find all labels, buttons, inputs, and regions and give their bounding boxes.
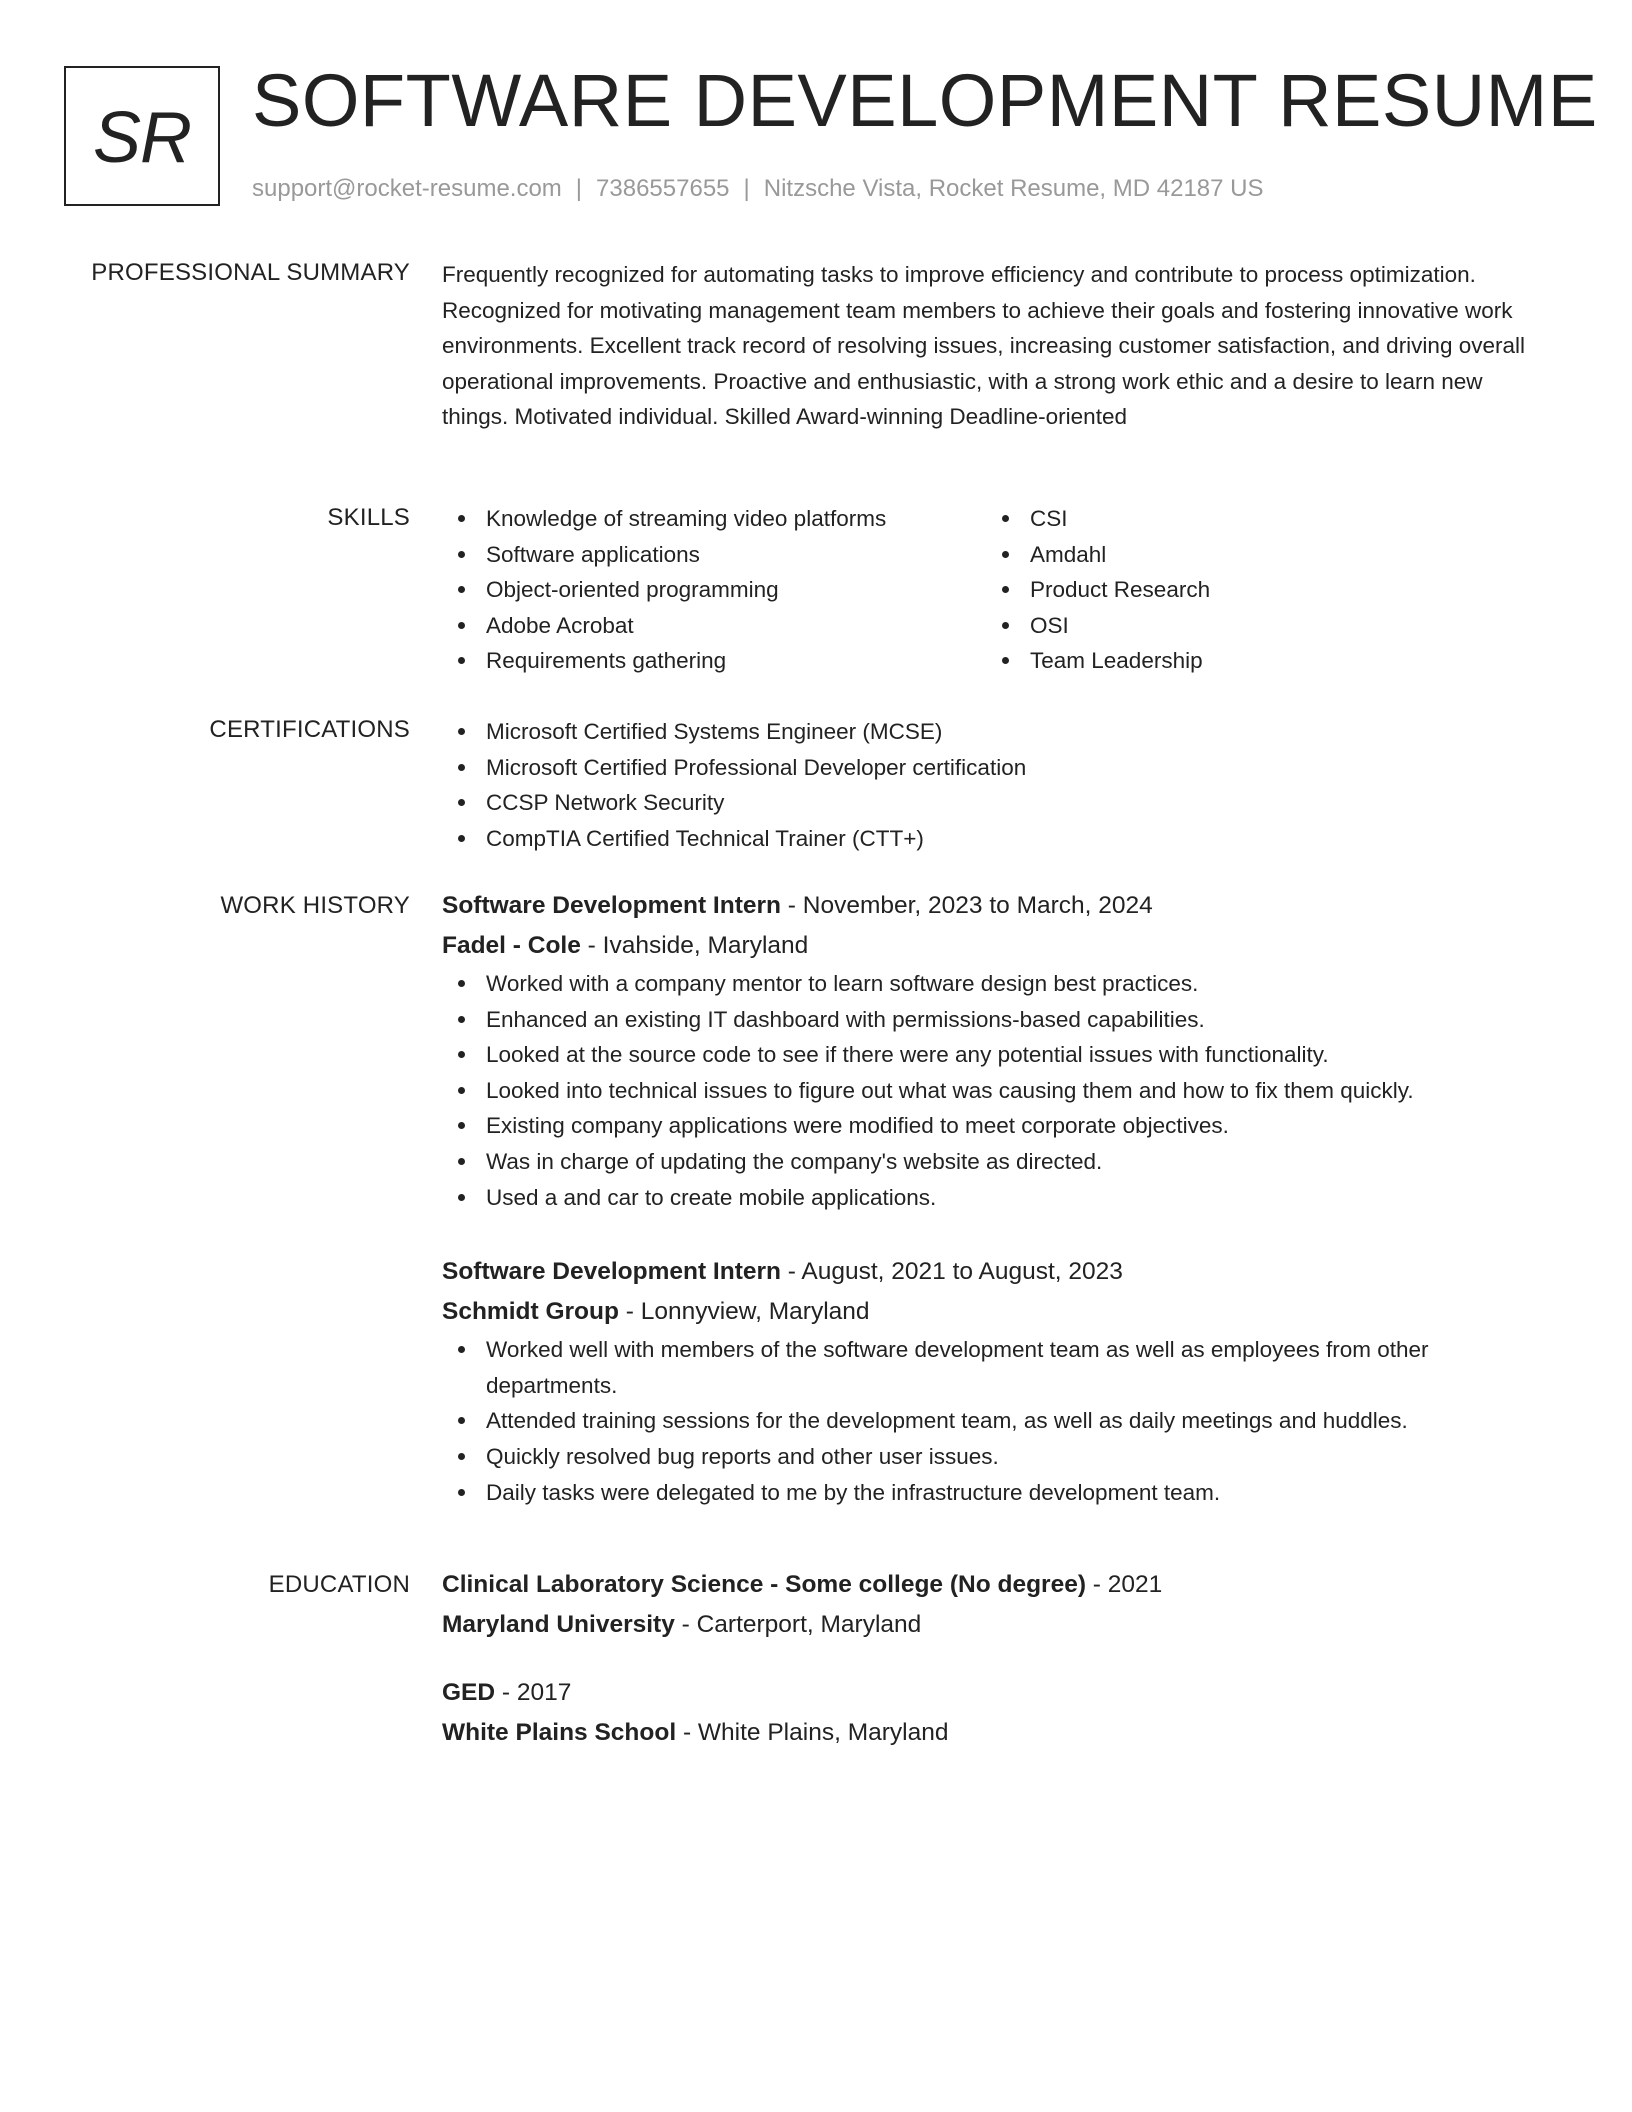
job-bullet: Quickly resolved bug reports and other user issues. xyxy=(442,1439,1552,1475)
certification-item: CCSP Network Security xyxy=(442,785,1552,821)
work-history-body xyxy=(442,886,1552,1510)
job-bullet: Used a and car to create mobile applications. xyxy=(442,1180,1552,1216)
job-title: Software Development Intern xyxy=(442,892,781,919)
certification-item: CompTIA Certified Technical Trainer (CTT+) xyxy=(442,821,1552,857)
education-school: White Plains School xyxy=(442,1719,677,1746)
education-year: - 2017 xyxy=(495,1679,572,1706)
certification-item: Microsoft Certified Systems Engineer (MCSE) xyxy=(442,714,1552,750)
education-location: - White Plains, Maryland xyxy=(676,1719,949,1746)
education-degree: GED xyxy=(442,1679,496,1706)
resume-title: SOFTWARE DEVELOPMENT RESUME xyxy=(252,59,1598,142)
job-entry xyxy=(442,1252,1552,1510)
education-entry xyxy=(442,1673,1552,1753)
summary-heading: PROFESSIONAL SUMMARY xyxy=(91,259,410,286)
contact-address: Nitzsche Vista, Rocket Resume, MD 42187 US xyxy=(763,175,1264,202)
skill-item: Adobe Acrobat xyxy=(442,608,986,644)
contact-email: support@rocket-resume.com xyxy=(252,175,562,202)
job-company-line xyxy=(442,1292,1552,1332)
education-heading: EDUCATION xyxy=(268,1571,410,1598)
education-degree: Clinical Laboratory Science - Some college (No degree) xyxy=(442,1571,1086,1598)
education-degree-line xyxy=(442,1673,1552,1713)
contact-separator: | xyxy=(575,175,583,202)
skills-list-left xyxy=(442,501,986,679)
job-bullets xyxy=(442,966,1552,1215)
job-bullet: Looked at the source code to see if there were any potential issues with functionality. xyxy=(442,1037,1552,1073)
monogram-box xyxy=(64,66,220,206)
skill-item: Amdahl xyxy=(986,537,1530,573)
contact-separator: | xyxy=(743,175,750,202)
job-bullet: Enhanced an existing IT dashboard with permissions-based capabilities. xyxy=(442,1002,1552,1038)
job-title-line xyxy=(442,886,1552,926)
skills-heading: SKILLS xyxy=(327,504,410,531)
education-school: Maryland University xyxy=(442,1611,675,1638)
job-title: Software Development Intern xyxy=(442,1258,781,1286)
education-body xyxy=(442,1565,1552,1781)
education-year: - 2021 xyxy=(1086,1571,1163,1598)
job-bullet: Was in charge of updating the company's website as directed. xyxy=(442,1144,1552,1180)
summary-text: Frequently recognized for automating tasks to improve efficiency and contribute to process optimization. Recognized for motivating management team members to achieve their goals and fostering innovative work environments. Excellent track record of resolving issues, increasing customer satisfaction, and driving overall operational improvements. Proactive and enthusiastic, with a strong work ethic and a desire to learn new things. Motivated individual. Skilled Award-winning Deadline-oriented xyxy=(442,262,1525,430)
job-company-line xyxy=(442,926,1552,966)
skill-item: Team Leadership xyxy=(986,643,1530,679)
skill-item: Software applications xyxy=(442,537,986,573)
job-bullet: Daily tasks were delegated to me by the infrastructure development team. xyxy=(442,1475,1552,1511)
job-title-line xyxy=(442,1252,1552,1292)
job-company: Fadel - Cole xyxy=(442,932,581,959)
skill-item: Object-oriented programming xyxy=(442,572,986,608)
skill-item: Requirements gathering xyxy=(442,643,986,679)
education-school-line xyxy=(442,1605,1552,1645)
job-bullet: Looked into technical issues to figure out what was causing them and how to fix them quickly. xyxy=(442,1073,1552,1109)
contact-line xyxy=(252,174,1264,204)
certifications-list xyxy=(442,714,1552,856)
job-dates: - November, 2023 to March, 2024 xyxy=(780,892,1153,919)
skill-item: OSI xyxy=(986,608,1530,644)
education-location: - Carterport, Maryland xyxy=(674,1611,922,1638)
skills-columns xyxy=(442,501,1552,679)
job-bullets xyxy=(442,1332,1552,1510)
job-dates: - August, 2021 to August, 2023 xyxy=(780,1258,1123,1286)
education-degree-line xyxy=(442,1565,1552,1605)
skill-item: Product Research xyxy=(986,572,1530,608)
certifications-body xyxy=(442,714,1552,856)
skill-item: CSI xyxy=(986,501,1530,537)
contact-phone: 7386557655 xyxy=(596,175,730,202)
job-location: - Lonnyview, Maryland xyxy=(618,1298,870,1326)
education-entry xyxy=(442,1565,1552,1645)
certifications-heading: CERTIFICATIONS xyxy=(209,716,410,743)
job-company: Schmidt Group xyxy=(442,1298,619,1326)
monogram-initials: SR xyxy=(92,98,192,178)
summary-body xyxy=(442,257,1552,435)
education-school-line xyxy=(442,1713,1552,1753)
work-history-heading: WORK HISTORY xyxy=(220,892,410,919)
job-bullet: Worked well with members of the software development team as well as employees from other departments. xyxy=(442,1332,1552,1403)
job-bullet: Worked with a company mentor to learn software design best practices. xyxy=(442,966,1552,1002)
job-bullet: Attended training sessions for the development team, as well as daily meetings and huddles. xyxy=(442,1403,1552,1439)
job-entry xyxy=(442,886,1552,1215)
skills-body xyxy=(442,501,1552,679)
job-location: - Ivahside, Maryland xyxy=(580,932,809,959)
certification-item: Microsoft Certified Professional Developer certification xyxy=(442,750,1552,786)
skill-item: Knowledge of streaming video platforms xyxy=(442,501,986,537)
job-bullet: Existing company applications were modified to meet corporate objectives. xyxy=(442,1108,1552,1144)
skills-list-right xyxy=(986,501,1530,679)
